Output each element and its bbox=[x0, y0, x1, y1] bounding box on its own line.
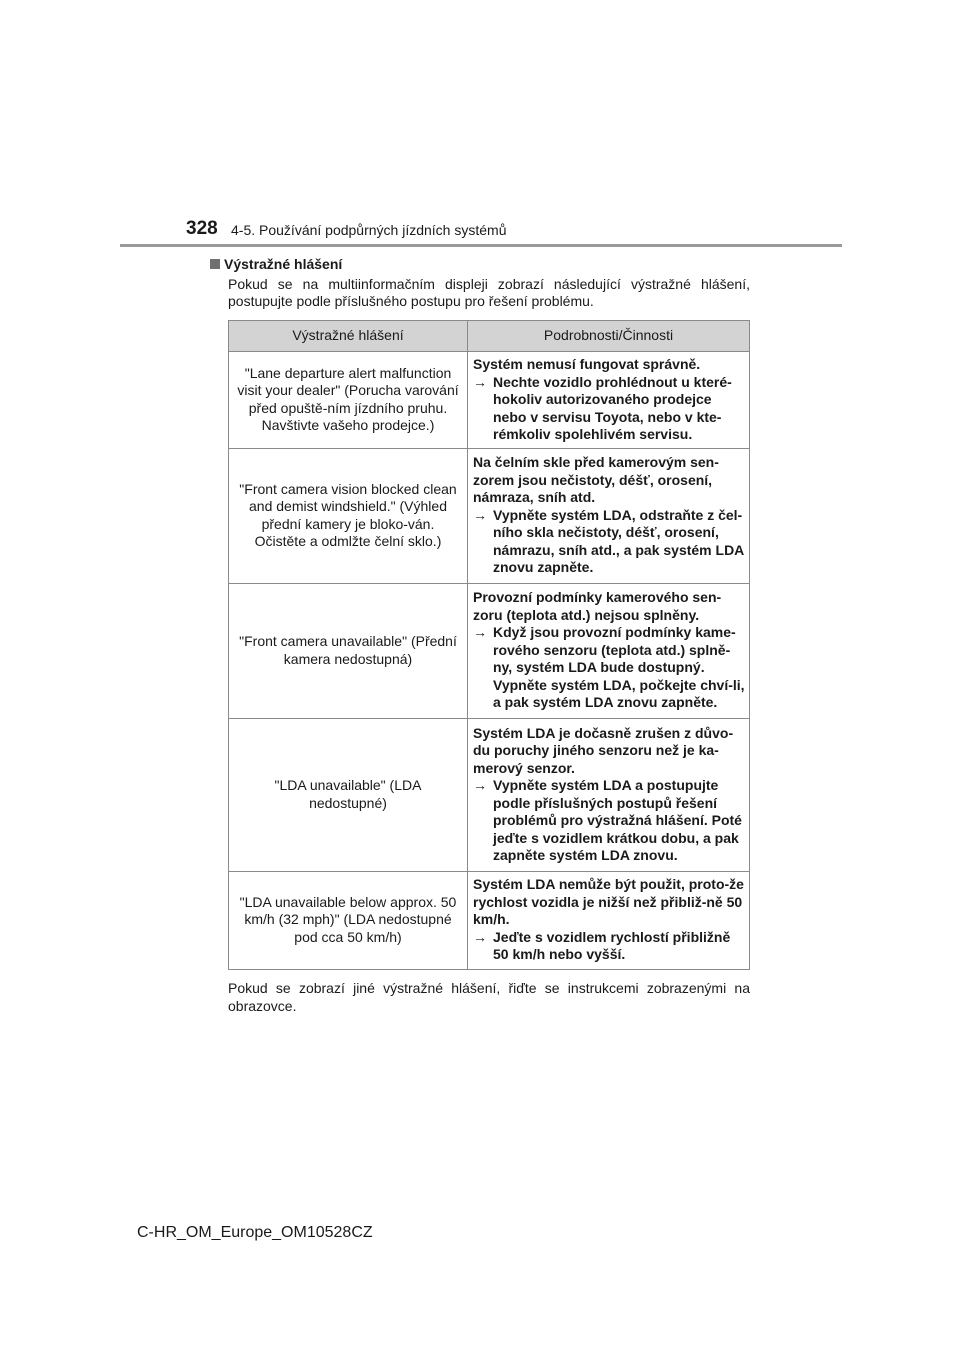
table-row bbox=[229, 583, 750, 718]
detail-action-text: Nechte vozidlo prohlédnout u které-hokoliv autorizovaného prodejce nebo v servisu Toyota, nebo v kte-rémkoliv spolehlivém servisu. bbox=[493, 373, 732, 442]
detail-action-text: Vypněte systém LDA a postupujte podle příslušných postupů řešení problémů pro výstražná hlášení. Poté jeďte s vozidlem krátkou dobu, a pak zapněte systém LDA znovu. bbox=[493, 777, 742, 863]
table-row bbox=[229, 352, 750, 449]
warning-table bbox=[228, 320, 750, 970]
square-bullet-icon bbox=[210, 259, 220, 269]
column-header-message: Výstražné hlášení bbox=[229, 321, 468, 352]
message-cell: "Front camera vision blocked clean and demist windshield." (Výhled přední kamery je bloko-ván. Očistěte a odmlžte čelní sklo.) bbox=[229, 448, 468, 583]
message-cell: "LDA unavailable below approx. 50 km/h (32 mph)" (LDA nedostupné pod cca 50 km/h) bbox=[229, 871, 468, 969]
arrow-icon: → bbox=[473, 624, 487, 641]
column-header-details: Podrobnosti/Činnosti bbox=[468, 321, 750, 352]
arrow-icon: → bbox=[473, 777, 487, 793]
table-row bbox=[229, 448, 750, 583]
arrow-icon: → bbox=[473, 373, 487, 390]
detail-lead: Provozní podmínky kamerového sen-zoru (teplota atd.) nejsou splněny. bbox=[473, 589, 722, 623]
header-rule bbox=[120, 244, 842, 247]
arrow-icon: → bbox=[473, 928, 487, 945]
detail-action bbox=[473, 929, 745, 964]
section bbox=[210, 256, 750, 310]
detail-action bbox=[473, 624, 745, 712]
table-row bbox=[229, 718, 750, 871]
detail-cell bbox=[468, 448, 750, 583]
detail-action bbox=[473, 777, 745, 865]
detail-cell bbox=[468, 871, 750, 969]
section-title-text: Výstražné hlášení bbox=[224, 256, 343, 272]
detail-cell bbox=[468, 583, 750, 718]
detail-action bbox=[473, 507, 745, 577]
message-cell: "LDA unavailable" (LDA nedostupné) bbox=[229, 718, 468, 871]
arrow-icon: → bbox=[473, 506, 487, 523]
detail-action-text: Vypněte systém LDA, odstraňte z čel-ního skla nečistoty, déšť, orosení, námrazu, sníh atd., a pak systém LDA znovu zapněte. bbox=[493, 506, 744, 576]
detail-action bbox=[473, 374, 745, 444]
detail-cell bbox=[468, 718, 750, 871]
table-header-row bbox=[229, 321, 750, 352]
message-cell: "Front camera unavailable" (Přední kamera nedostupná) bbox=[229, 583, 468, 718]
detail-action-text: Když jsou provozní podmínky kame-rového senzoru (teplota atd.) splně-ny, systém LDA bude dostupný. Vypněte systém LDA, počkejte chví-li, a pak systém LDA znovu zapněte. bbox=[493, 624, 745, 711]
detail-action-text: Jeďte s vozidlem rychlostí přibližně 50 km/h nebo vyšší. bbox=[493, 928, 731, 963]
detail-lead: Na čelním skle před kamerovým sen-zorem jsou nečistoty, déšť, orosení, námraza, sníh atd. bbox=[473, 454, 719, 506]
message-cell: "Lane departure alert malfunction visit your dealer" (Porucha varování před opuště-ním jízdního pruhu. Navštivte vašeho prodejce.) bbox=[229, 352, 468, 449]
chapter-title: 4-5. Používání podpůrných jízdních systémů bbox=[231, 222, 507, 238]
detail-cell bbox=[468, 352, 750, 449]
detail-lead: Systém nemusí fungovat správně. bbox=[473, 356, 701, 372]
detail-lead: Systém LDA nemůže být použit, proto-že rychlost vozidla je nižší než přibliž-ně 50 km/h. bbox=[473, 876, 744, 928]
table-row bbox=[229, 871, 750, 969]
detail-lead: Systém LDA je dočasně zrušen z důvo-du poruchy jiného senzoru než je ka-merový senzor. bbox=[473, 724, 734, 776]
document-code: C-HR_OM_Europe_OM10528CZ bbox=[137, 1224, 373, 1241]
section-title bbox=[210, 256, 750, 272]
page-number: 328 bbox=[186, 218, 218, 239]
footnote: Pokud se zobrazí jiné výstražné hlášení, řiďte se instrukcemi zobrazenými na obrazovce. bbox=[228, 980, 750, 1014]
section-intro: Pokud se na multiinformačním displeji zobrazí následující výstražné hlášení, postupujte podle příslušného postupu pro řešení problému. bbox=[228, 276, 750, 309]
